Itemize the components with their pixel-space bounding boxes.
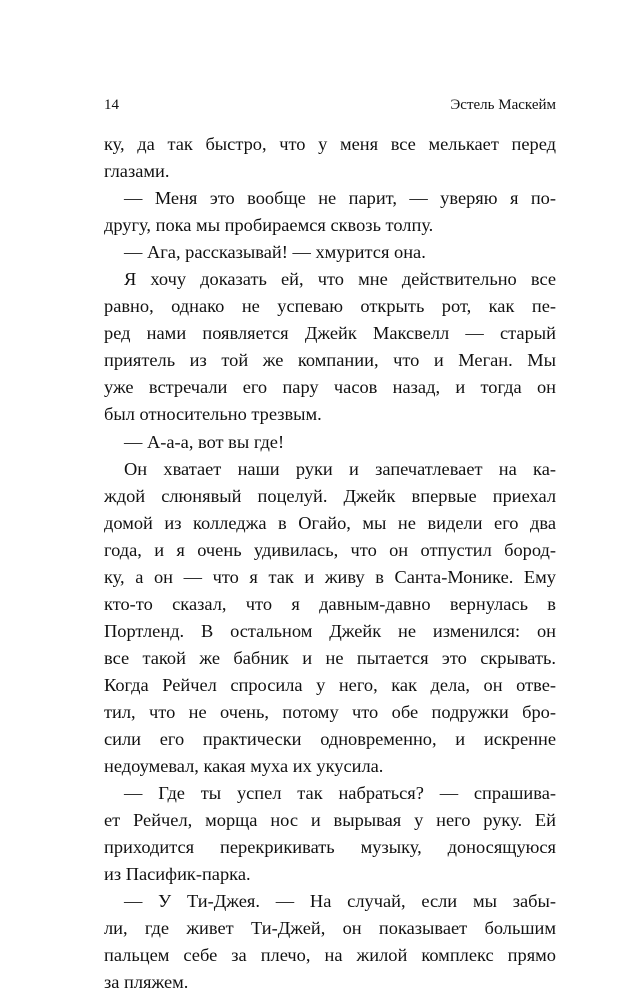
- text-line: кто-то сказал, что я давным-давно вернулась в: [104, 593, 556, 614]
- text-line: был относительно трезвым.: [104, 404, 322, 425]
- text-line: все такой же бабник и не пытается это скрывать.: [104, 647, 556, 668]
- text-line: ет Рейчел, морща нос и вырывая у него руку. Ей: [104, 810, 556, 831]
- text-line: — Где ты успел так набраться? — спрашива-: [124, 783, 556, 804]
- text-line: Я хочу доказать ей, что мне действительно все: [124, 269, 556, 290]
- text-line: — А-а-а, вот вы где!: [124, 431, 285, 452]
- text-line: недоумевал, какая муха их укусила.: [104, 756, 384, 777]
- text-line: приятель из той же компании, что и Меган. Мы: [104, 350, 556, 371]
- running-head-author: Эстель Маскейм: [450, 97, 556, 113]
- page-number: 14: [104, 97, 119, 113]
- text-line: пальцем себе за плечо, на жилой комплекс прямо: [104, 945, 556, 966]
- body-text: [104, 131, 556, 997]
- text-line: ждой слюнявый поцелуй. Джейк впервые приехал: [104, 485, 556, 506]
- text-line: за пляжем.: [104, 972, 189, 993]
- text-line: — Меня это вообще не парит, — уверяю я по-: [124, 188, 556, 209]
- text-line: равно, однако не успеваю открыть рот, как пе-: [104, 296, 556, 317]
- text-line: ку, а он — что я так и живу в Санта-Монике. Ему: [104, 566, 556, 587]
- text-line: сили его практически одновременно, и искренне: [104, 729, 556, 750]
- text-line: года, и я очень удивилась, что он отпустил бород-: [104, 539, 556, 560]
- text-line: Он хватает наши руки и запечатлевает на ка-: [124, 458, 556, 479]
- text-line: из Пасифик-парка.: [104, 864, 251, 885]
- text-line: — У Ти-Джея. — На случай, если мы забы-: [124, 891, 556, 912]
- text-line: Когда Рейчел спросила у него, как дела, он отве-: [104, 674, 556, 695]
- text-line: Портленд. В остальном Джейк не изменился: он: [104, 620, 556, 641]
- text-line: глазами.: [104, 161, 170, 182]
- text-line: — Ага, рассказывай! — хмурится она.: [124, 242, 426, 263]
- text-line: ли, где живет Ти-Джей, он показывает большим: [104, 918, 556, 939]
- text-line: другу, пока мы пробираемся сквозь толпу.: [104, 215, 434, 236]
- text-line: ку, да так быстро, что у меня все мелькает перед: [104, 134, 556, 154]
- text-line: ред нами появляется Джейк Максвелл — старый: [104, 323, 556, 344]
- page-header: [104, 94, 556, 116]
- text-line: приходится перекрикивать музыку, доносящуюся: [104, 837, 556, 858]
- text-line: тил, что не очень, потому что обе подружки бро-: [104, 701, 556, 722]
- text-line: домой из колледжа в Огайо, мы не видели его два: [104, 512, 556, 533]
- text-line: уже встречали его пару часов назад, и тогда он: [104, 377, 556, 398]
